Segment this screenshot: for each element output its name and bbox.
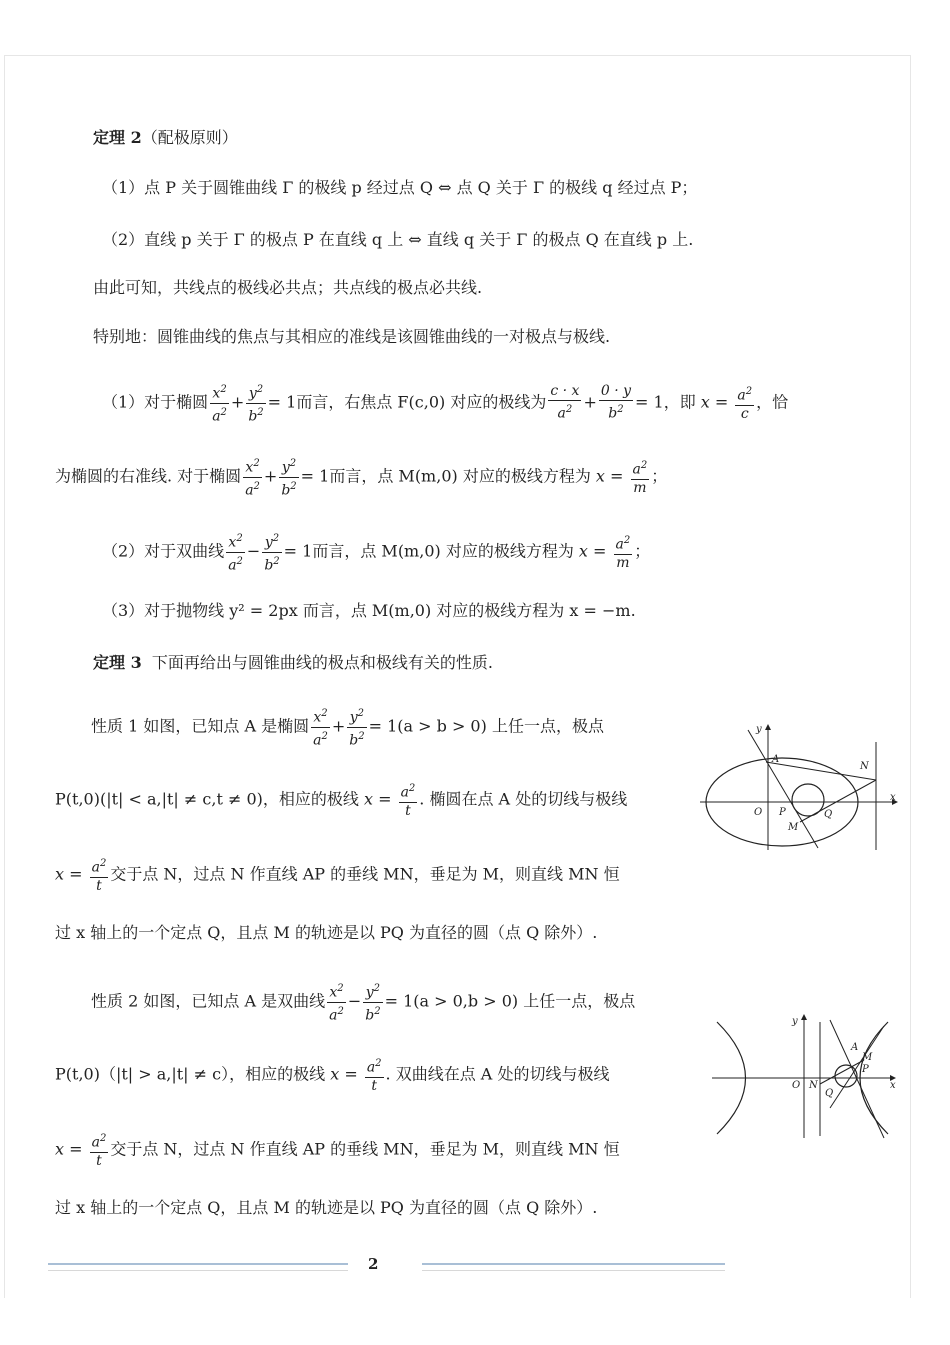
figure1-label-o: O bbox=[754, 807, 763, 818]
theorem2-item1: （1）点 P 关于圆锥曲线 Γ 的极线 p 经过点 Q ⇔ 点 Q 关于 Γ 的极线 q 经过点 P； bbox=[102, 178, 698, 197]
figure2-label-p: P bbox=[862, 1064, 869, 1075]
hyperbola-text-a: （2）对于双曲线 bbox=[102, 541, 225, 561]
property2-text-2b: . 双曲线在点 A 处的切线与极线 bbox=[385, 1064, 610, 1084]
parabola-case: （3）对于抛物线 y² = 2px 而言，点 M(m,0) 对应的极线方程为 x = −m. bbox=[102, 601, 636, 620]
theorem3-line bbox=[93, 652, 493, 674]
hyperbola-text-b: 而言，点 M(m,0) 对应的极线方程为 bbox=[312, 541, 574, 561]
ellipse2-text-b: 而言，点 M(m,0) 对应的极线方程为 bbox=[329, 466, 591, 486]
figure1-label-n: N bbox=[860, 761, 869, 772]
hyperbola-case: （2）对于双曲线 $\frac{x^2}{a^2}$ − $\frac{y^2}{b^2}$ = 1而言，点 M(m,0) 对应的极线方程为 x = $\frac{a^2}{m}$ ； bbox=[102, 530, 650, 574]
ellipse-case-text-d: ，恰 bbox=[756, 392, 789, 412]
property2-text-1a: 性质 2 如图，已知点 A 是双曲线 bbox=[91, 991, 326, 1011]
figure1-label-q: Q bbox=[824, 809, 833, 820]
theorem2-heading bbox=[93, 127, 238, 149]
ellipse-figure bbox=[700, 722, 900, 852]
theorem2-conclusion: 由此可知，共线点的极线必共点；共点线的极点必共线. bbox=[93, 278, 483, 297]
figure2-label-o: O bbox=[792, 1080, 801, 1091]
figure1-label-a: A bbox=[772, 754, 780, 765]
property1-line3: x = $\frac{a^2}{t}$ 交于点 N，过点 N 作直线 AP 的垂线 MN，垂足为 M，则直线 MN 恒 bbox=[55, 855, 620, 895]
theorem3-text: 下面再给出与圆锥曲线的极点和极线有关的性质. bbox=[151, 653, 493, 672]
footer-rule-left bbox=[48, 1263, 348, 1265]
property2-line4: 过 x 轴上的一个定点 Q，且点 M 的轨迹是以 PQ 为直径的圆（点 Q 除外）. bbox=[55, 1198, 598, 1217]
footer-rule-left-thin bbox=[48, 1270, 348, 1271]
ellipse2-text-c: ； bbox=[651, 466, 668, 486]
figure2-label-x: x bbox=[890, 1080, 896, 1091]
property2-text-3: 交于点 N，过点 N 作直线 AP 的垂线 MN，垂足为 M，则直线 MN 恒 bbox=[110, 1139, 620, 1159]
figure1-label-y: y bbox=[756, 724, 762, 735]
hyperbola-figure bbox=[712, 1012, 902, 1142]
property1-text-3: 交于点 N，过点 N 作直线 AP 的垂线 MN，垂足为 M，则直线 MN 恒 bbox=[110, 864, 620, 884]
theorem2-special: 特别地：圆锥曲线的焦点与其相应的准线是该圆锥曲线的一对极点与极线. bbox=[93, 327, 611, 346]
property1-text-1b: = 1(a > b > 0) 上任一点，极点 bbox=[368, 716, 604, 736]
ellipse-case-text-a: （1）对于椭圆 bbox=[102, 392, 209, 412]
ellipse-case-line2: 为椭圆的右准线. 对于椭圆 $\frac{x^2}{a^2}$ + $\frac{y^2}{b^2}$ = 1而言，点 M(m,0) 对应的极线方程为 x = $\frac{a^2}{m}$ ； bbox=[55, 455, 667, 499]
figure1-label-x: x bbox=[890, 792, 896, 803]
property1-line2: P(t,0)(|t| < a,|t| ≠ c,t ≠ 0)，相应的极线 x = $\frac{a^2}{t}$ . 椭圆在点 A 处的切线与极线 bbox=[55, 780, 627, 820]
figure2-label-m: M bbox=[862, 1052, 873, 1063]
figure1-line-ap bbox=[748, 730, 818, 848]
property1-text-2a: P(t,0)(|t| < a,|t| ≠ c,t ≠ 0)，相应的极线 bbox=[55, 789, 359, 809]
footer-rule-right-thin bbox=[422, 1270, 725, 1271]
property1-line1: 性质 1 如图，已知点 A 是椭圆 $\frac{x^2}{a^2}$ + $\frac{y^2}{b^2}$ = 1(a > b > 0) 上任一点，极点 bbox=[91, 705, 604, 749]
ellipse-case-text-b: 而言，右焦点 F(c,0) 对应的极线为 bbox=[296, 392, 547, 412]
figure2-label-q: Q bbox=[825, 1088, 834, 1099]
property1-text-2b: . 椭圆在点 A 处的切线与极线 bbox=[419, 789, 628, 809]
theorem3-title: 定理 3 bbox=[93, 653, 142, 672]
theorem2-subtitle: （配极原则） bbox=[141, 128, 238, 147]
figure2-label-y: y bbox=[792, 1016, 798, 1027]
property2-text-2a: P(t,0)（|t| > a,|t| ≠ c），相应的极线 bbox=[55, 1064, 326, 1084]
footer-rule-right bbox=[422, 1263, 725, 1265]
property1-text-1a: 性质 1 如图，已知点 A 是椭圆 bbox=[91, 716, 310, 736]
hyperbola-text-c: ； bbox=[634, 541, 651, 561]
figure1-circle-pq bbox=[792, 784, 824, 816]
figure2-y-arrow bbox=[801, 1014, 807, 1020]
figure2-label-a: A bbox=[851, 1042, 859, 1053]
property1-line4: 过 x 轴上的一个定点 Q，且点 M 的轨迹是以 PQ 为直径的圆（点 Q 除外）. bbox=[55, 923, 598, 942]
ellipse-case-line1: （1）对于椭圆 $\frac{x^2}{a^2}$ + $\frac{y^2}{b^2}$ = 1而言，右焦点 F(c,0) 对应的极线为 $\frac{c \cdot x}{a^2}$ + $\frac{0 \cdot y}{b^2}$ = 1，即 x = $\frac{a^2}{c}$ ，恰 bbox=[102, 381, 788, 425]
theorem2-title: 定理 2 bbox=[93, 128, 142, 147]
figure1-label-p: P bbox=[779, 807, 786, 818]
property2-line1: 性质 2 如图，已知点 A 是双曲线 $\frac{x^2}{a^2}$ − $\frac{y^2}{b^2}$ = 1(a > 0,b > 0) 上任一点，极点 bbox=[91, 980, 635, 1024]
property2-line2: P(t,0)（|t| > a,|t| ≠ c），相应的极线 x = $\frac{a^2}{t}$ . 双曲线在点 A 处的切线与极线 bbox=[55, 1055, 609, 1095]
ellipse2-text-a: 为椭圆的右准线. 对于椭圆 bbox=[55, 466, 242, 486]
page-number: 2 bbox=[368, 1255, 379, 1273]
property2-line3: x = $\frac{a^2}{t}$ 交于点 N，过点 N 作直线 AP 的垂线 MN，垂足为 M，则直线 MN 恒 bbox=[55, 1130, 620, 1170]
figure1-y-arrow bbox=[765, 724, 771, 730]
figure2-label-n: N bbox=[809, 1080, 818, 1091]
theorem2-item2: （2）直线 p 关于 Γ 的极点 P 在直线 q 上 ⇔ 直线 q 关于 Γ 的极点 Q 在直线 p 上. bbox=[102, 230, 694, 249]
property2-text-1b: = 1(a > 0,b > 0) 上任一点，极点 bbox=[384, 991, 636, 1011]
ellipse-case-text-c: ，即 bbox=[663, 392, 696, 412]
figure1-label-m: M bbox=[788, 822, 799, 833]
